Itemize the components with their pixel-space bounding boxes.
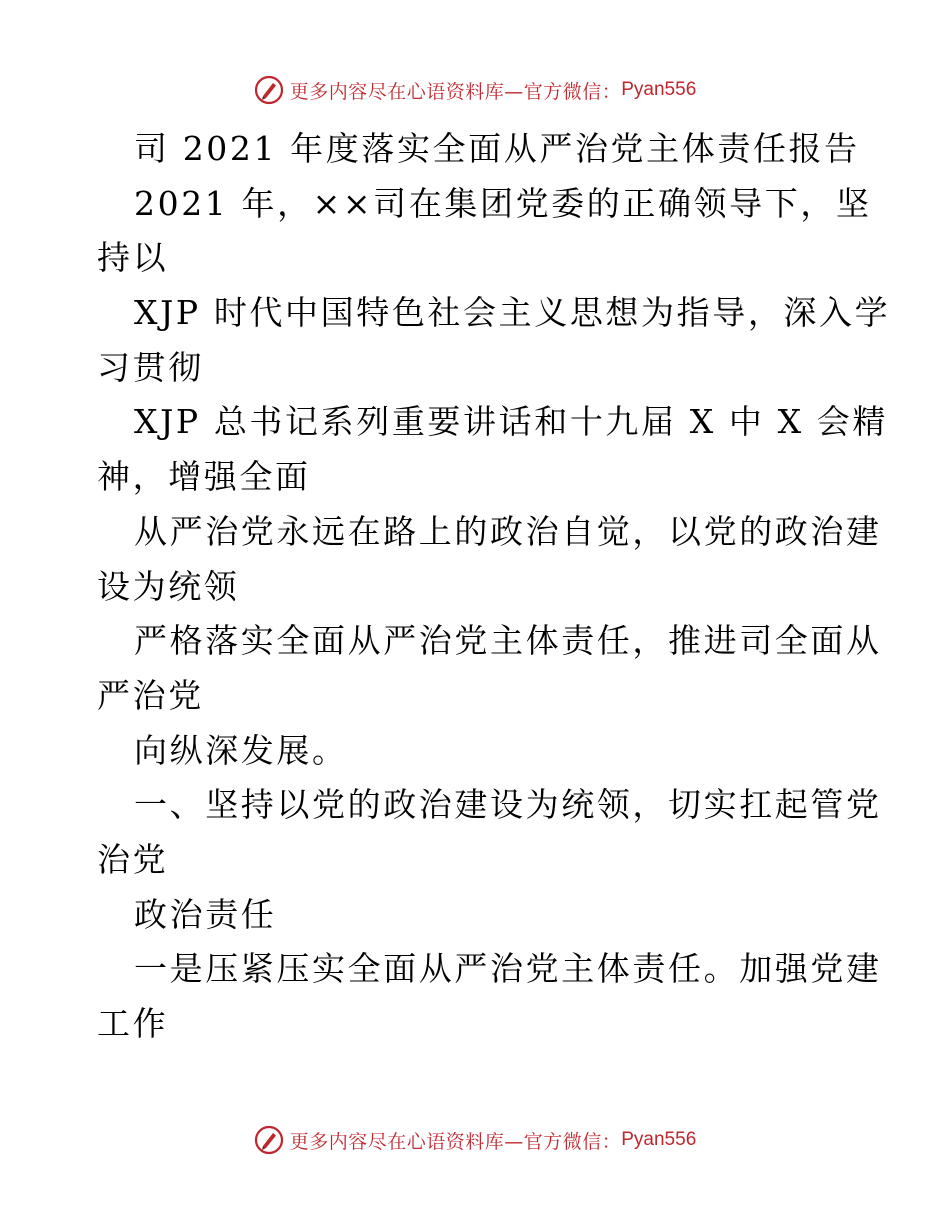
doc-line: 司 2021 年度落实全面从严治党主体责任报告 [134,129,860,168]
doc-line: 设为统领 [97,566,240,606]
doc-line: 严治党 [97,675,204,715]
doc-line: 一是压紧压实全面从严治党主体责任。加强党建 [134,949,882,989]
doc-line: XJP 总书记系列重要讲话和十九届 X 中 X 会精 [134,402,888,442]
watermark-wechat-id: Pyan556 [621,1129,697,1150]
doc-line: 习贯彻 [97,347,204,387]
doc-line: 政治责任 [134,894,277,934]
footer-watermark [0,1120,950,1160]
doc-line: 一、坚持以党的政治建设为统领，切实扛起管党 [134,785,882,825]
doc-line: 治党 [97,839,169,879]
header-watermark [0,70,950,110]
pen-logo-icon [254,75,284,105]
doc-line: 工作 [97,1004,169,1043]
pen-logo-icon [254,1125,284,1155]
doc-line: 从严治党永远在路上的政治自觉，以党的政治建 [134,511,882,551]
doc-line: 神，增强全面 [97,457,311,497]
doc-line: 严格落实全面从严治党主体责任，推进司全面从 [134,621,882,661]
doc-line: 向纵深发展。 [134,730,348,770]
document-body [0,122,950,1052]
watermark-wechat-id: Pyan556 [621,79,697,100]
watermark-text: 更多内容尽在心语资料库—官方微信： [289,1130,622,1153]
watermark-text: 更多内容尽在心语资料库—官方微信： [289,80,622,103]
doc-line: 2021 年，××司在集团党委的正确领导下，坚 [134,183,872,223]
doc-line: 持以 [97,238,169,278]
doc-line: XJP 时代中国特色社会主义思想为指导，深入学 [134,293,891,333]
